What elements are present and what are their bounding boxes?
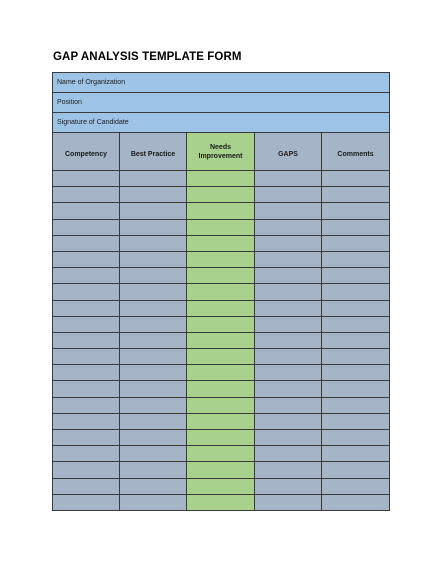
column-header-label: Comments xyxy=(337,151,374,158)
needs-improvement-cell[interactable] xyxy=(187,494,255,510)
gaps-cell[interactable] xyxy=(255,187,322,203)
info-row-position xyxy=(53,93,390,113)
needs-improvement-cell[interactable] xyxy=(187,349,255,365)
competency-cell[interactable] xyxy=(53,203,120,219)
comments-cell[interactable] xyxy=(322,251,390,267)
comments-cell[interactable] xyxy=(322,171,390,187)
column-header-gaps xyxy=(255,133,322,171)
column-header-label: Needs Improvement xyxy=(198,143,243,160)
gaps-cell[interactable] xyxy=(255,219,322,235)
comments-cell[interactable] xyxy=(322,300,390,316)
gaps-cell[interactable] xyxy=(255,397,322,413)
needs-improvement-cell[interactable] xyxy=(187,462,255,478)
column-header-best-practice xyxy=(120,133,187,171)
needs-improvement-cell[interactable] xyxy=(187,397,255,413)
best-practice-cell[interactable] xyxy=(120,462,187,478)
comments-cell[interactable] xyxy=(322,413,390,429)
best-practice-cell[interactable] xyxy=(120,219,187,235)
comments-cell[interactable] xyxy=(322,235,390,251)
needs-improvement-cell[interactable] xyxy=(187,316,255,332)
needs-improvement-cell[interactable] xyxy=(187,430,255,446)
competency-cell[interactable] xyxy=(53,494,120,510)
table-row xyxy=(53,332,390,348)
gap-analysis-form-table xyxy=(52,72,390,511)
needs-improvement-cell[interactable] xyxy=(187,171,255,187)
competency-cell[interactable] xyxy=(53,413,120,429)
comments-cell[interactable] xyxy=(322,316,390,332)
comments-cell[interactable] xyxy=(322,397,390,413)
gaps-cell[interactable] xyxy=(255,316,322,332)
column-header-label: Competency xyxy=(64,151,107,158)
competency-cell[interactable] xyxy=(53,219,120,235)
comments-cell[interactable] xyxy=(322,203,390,219)
needs-improvement-cell[interactable] xyxy=(187,219,255,235)
best-practice-cell[interactable] xyxy=(120,446,187,462)
gaps-cell[interactable] xyxy=(255,171,322,187)
best-practice-cell[interactable] xyxy=(120,349,187,365)
competency-cell[interactable] xyxy=(53,365,120,381)
name-of-organization-field[interactable]: Name of Organization xyxy=(53,73,390,93)
gaps-cell[interactable] xyxy=(255,478,322,494)
comments-cell[interactable] xyxy=(322,494,390,510)
gaps-cell[interactable] xyxy=(255,462,322,478)
competency-cell[interactable] xyxy=(53,300,120,316)
comments-cell[interactable] xyxy=(322,446,390,462)
comments-cell[interactable] xyxy=(322,219,390,235)
needs-improvement-cell[interactable] xyxy=(187,300,255,316)
competency-cell[interactable] xyxy=(53,268,120,284)
table-row xyxy=(53,187,390,203)
gaps-cell[interactable] xyxy=(255,430,322,446)
competency-cell[interactable] xyxy=(53,251,120,267)
needs-improvement-cell[interactable] xyxy=(187,284,255,300)
best-practice-cell[interactable] xyxy=(120,268,187,284)
table-row xyxy=(53,462,390,478)
competency-cell[interactable] xyxy=(53,171,120,187)
needs-improvement-cell[interactable] xyxy=(187,235,255,251)
best-practice-cell[interactable] xyxy=(120,187,187,203)
column-header-row xyxy=(53,133,390,171)
competency-cell[interactable] xyxy=(53,349,120,365)
table-row xyxy=(53,251,390,267)
best-practice-cell[interactable] xyxy=(120,397,187,413)
gaps-cell[interactable] xyxy=(255,365,322,381)
best-practice-cell[interactable] xyxy=(120,430,187,446)
competency-cell[interactable] xyxy=(53,446,120,462)
comments-cell[interactable] xyxy=(322,284,390,300)
needs-improvement-cell[interactable] xyxy=(187,365,255,381)
best-practice-cell[interactable] xyxy=(120,316,187,332)
gaps-cell[interactable] xyxy=(255,251,322,267)
comments-cell[interactable] xyxy=(322,349,390,365)
table-row xyxy=(53,413,390,429)
table-row xyxy=(53,397,390,413)
comments-cell[interactable] xyxy=(322,430,390,446)
table-row xyxy=(53,430,390,446)
column-header-label: GAPS xyxy=(278,151,298,158)
gaps-cell[interactable] xyxy=(255,268,322,284)
best-practice-cell[interactable] xyxy=(120,381,187,397)
needs-improvement-cell[interactable] xyxy=(187,187,255,203)
needs-improvement-cell[interactable] xyxy=(187,203,255,219)
table-row xyxy=(53,478,390,494)
competency-cell[interactable] xyxy=(53,235,120,251)
table-row xyxy=(53,300,390,316)
table-row xyxy=(53,349,390,365)
best-practice-cell[interactable] xyxy=(120,413,187,429)
best-practice-cell[interactable] xyxy=(120,251,187,267)
gaps-cell[interactable] xyxy=(255,381,322,397)
competency-cell[interactable] xyxy=(53,381,120,397)
gaps-cell[interactable] xyxy=(255,235,322,251)
signature-of-candidate-field[interactable]: Signature of Candidate xyxy=(53,113,390,133)
best-practice-cell[interactable] xyxy=(120,494,187,510)
table-row xyxy=(53,203,390,219)
comments-cell[interactable] xyxy=(322,381,390,397)
gaps-cell[interactable] xyxy=(255,332,322,348)
comments-cell[interactable] xyxy=(322,478,390,494)
column-header-needs-improvement xyxy=(187,133,255,171)
gaps-cell[interactable] xyxy=(255,494,322,510)
best-practice-cell[interactable] xyxy=(120,203,187,219)
needs-improvement-cell[interactable] xyxy=(187,251,255,267)
gaps-cell[interactable] xyxy=(255,300,322,316)
needs-improvement-cell[interactable] xyxy=(187,381,255,397)
gaps-cell[interactable] xyxy=(255,446,322,462)
comments-cell[interactable] xyxy=(322,462,390,478)
table-row xyxy=(53,494,390,510)
needs-improvement-cell[interactable] xyxy=(187,446,255,462)
gaps-cell[interactable] xyxy=(255,413,322,429)
competency-cell[interactable] xyxy=(53,462,120,478)
best-practice-cell[interactable] xyxy=(120,284,187,300)
competency-cell[interactable] xyxy=(53,316,120,332)
table-row xyxy=(53,381,390,397)
competency-cell[interactable] xyxy=(53,332,120,348)
needs-improvement-cell[interactable] xyxy=(187,332,255,348)
best-practice-cell[interactable] xyxy=(120,171,187,187)
best-practice-cell[interactable] xyxy=(120,235,187,251)
table-row xyxy=(53,235,390,251)
table-row xyxy=(53,219,390,235)
needs-improvement-cell[interactable] xyxy=(187,268,255,284)
needs-improvement-cell[interactable] xyxy=(187,478,255,494)
info-row-signature-of-candidate xyxy=(53,113,390,133)
info-row-name-of-organization xyxy=(53,73,390,93)
table-row xyxy=(53,284,390,300)
competency-cell[interactable] xyxy=(53,430,120,446)
gaps-cell[interactable] xyxy=(255,349,322,365)
table-row xyxy=(53,365,390,381)
table-row xyxy=(53,446,390,462)
competency-cell[interactable] xyxy=(53,284,120,300)
competency-cell[interactable] xyxy=(53,478,120,494)
column-header-label: Best Practice xyxy=(130,151,176,158)
table-row xyxy=(53,268,390,284)
needs-improvement-cell[interactable] xyxy=(187,413,255,429)
comments-cell[interactable] xyxy=(322,268,390,284)
gaps-cell[interactable] xyxy=(255,203,322,219)
best-practice-cell[interactable] xyxy=(120,332,187,348)
best-practice-cell[interactable] xyxy=(120,300,187,316)
best-practice-cell[interactable] xyxy=(120,478,187,494)
gaps-cell[interactable] xyxy=(255,284,322,300)
best-practice-cell[interactable] xyxy=(120,365,187,381)
position-field[interactable]: Position xyxy=(53,93,390,113)
competency-cell[interactable] xyxy=(53,397,120,413)
table-row xyxy=(53,171,390,187)
page-title: GAP ANALYSIS TEMPLATE FORM xyxy=(53,51,242,63)
column-header-competency xyxy=(53,133,120,171)
competency-cell[interactable] xyxy=(53,187,120,203)
comments-cell[interactable] xyxy=(322,332,390,348)
comments-cell[interactable] xyxy=(322,365,390,381)
comments-cell[interactable] xyxy=(322,187,390,203)
column-header-comments xyxy=(322,133,390,171)
table-row xyxy=(53,316,390,332)
